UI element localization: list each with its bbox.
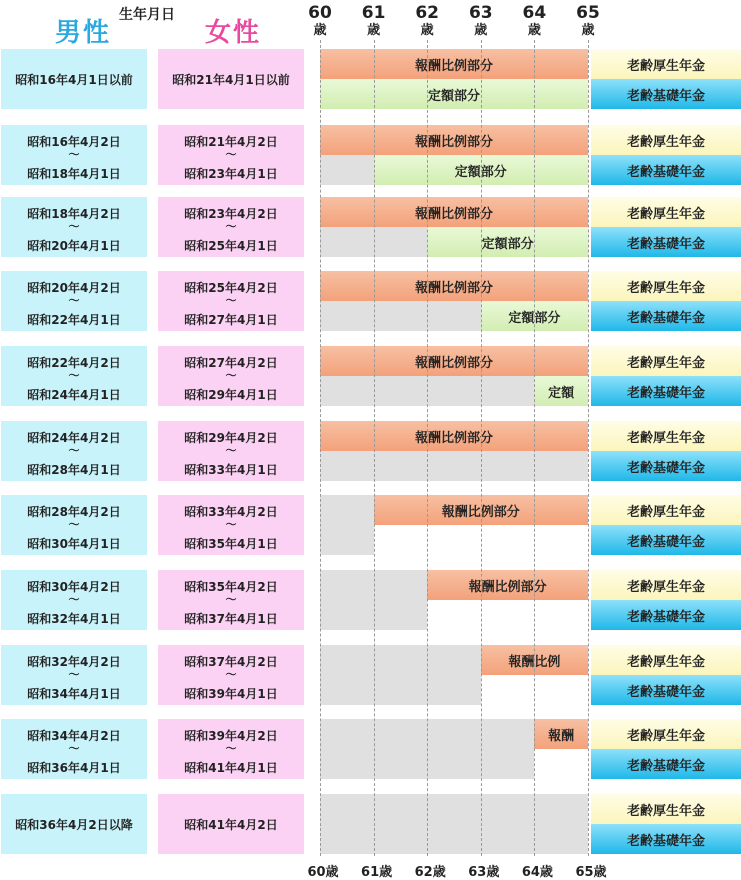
birthdate-cell-male [1, 495, 147, 555]
houshu-bar: 報酬比例部分 [320, 49, 588, 79]
birthdate-text: 昭和35年4月1日 [184, 537, 278, 551]
birthdate-cell-male [1, 346, 147, 406]
kosei-pension-bar: 老齢厚生年金 [591, 645, 741, 675]
houshu-bar: 報酬比例部分 [427, 570, 588, 600]
birthdate-cell-female [158, 49, 304, 109]
birthdate-cell-male [1, 49, 147, 109]
header-male: 男性 [55, 18, 112, 48]
birthdate-text: 昭和21年4月1日以前 [172, 73, 290, 87]
birthdate-cell-female [158, 197, 304, 257]
teigaku-bar: 定額 [534, 376, 588, 406]
kiso-pension-bar: 老齢基礎年金 [591, 675, 741, 705]
age-label-top [407, 4, 447, 39]
kiso-pension-bar: 老齢基礎年金 [591, 600, 741, 630]
birthdate-text: 昭和27年4月2日 [184, 356, 278, 370]
houshu-bar: 報酬 [534, 719, 588, 749]
birthdate-text: 昭和36年4月2日以降 [15, 818, 133, 832]
range-tilde: ～ [225, 294, 237, 307]
kiso-pension-bar: 老齢基礎年金 [591, 451, 741, 481]
birthdate-text: 昭和32年4月1日 [27, 612, 121, 626]
age-gridline [427, 40, 428, 856]
birthdate-text: 昭和41年4月2日 [184, 818, 278, 832]
houshu-bar: 報酬比例部分 [320, 271, 588, 301]
birthdate-text: 昭和33年4月1日 [184, 463, 278, 477]
age-number: 63 [468, 3, 493, 23]
birthdate-text: 昭和16年4月2日 [27, 135, 121, 149]
birthdate-cell-male [1, 197, 147, 257]
birthdate-text: 昭和16年4月1日以前 [15, 73, 133, 87]
birthdate-text: 昭和30年4月2日 [27, 580, 121, 594]
age-label-bottom: 61歳 [361, 865, 393, 880]
kiso-pension-bar: 老齢基礎年金 [591, 227, 741, 257]
kosei-pension-bar: 老齢厚生年金 [591, 570, 741, 600]
range-tilde: ～ [68, 294, 80, 307]
kosei-pension-bar: 老齢厚生年金 [591, 49, 741, 79]
birthdate-text: 昭和39年4月1日 [184, 687, 278, 701]
age-gridline [320, 40, 321, 856]
birthdate-cell-male [1, 645, 147, 705]
birthdate-text: 昭和18年4月2日 [27, 207, 121, 221]
range-tilde: ～ [225, 518, 237, 531]
header-birthdate: 生年月日 [119, 7, 175, 23]
birthdate-text: 昭和29年4月2日 [184, 431, 278, 445]
range-tilde: ～ [225, 444, 237, 457]
kosei-pension-bar: 老齢厚生年金 [591, 197, 741, 227]
birthdate-text: 昭和36年4月1日 [27, 761, 121, 775]
kosei-pension-bar: 老齢厚生年金 [591, 125, 741, 155]
birthdate-cell-male [1, 125, 147, 185]
age-number: 61 [361, 3, 386, 23]
birthdate-text: 昭和39年4月2日 [184, 729, 278, 743]
range-tilde: ～ [225, 369, 237, 382]
birthdate-text: 昭和23年4月2日 [184, 207, 278, 221]
kiso-pension-bar: 老齢基礎年金 [591, 79, 741, 109]
age-label-top [514, 4, 554, 39]
houshu-bar: 報酬比例部分 [320, 421, 588, 451]
empty-period [320, 794, 588, 854]
age-label-top [568, 4, 608, 39]
birthdate-text: 昭和37年4月2日 [184, 655, 278, 669]
kiso-pension-bar: 老齢基礎年金 [591, 376, 741, 406]
age-label-top [300, 4, 340, 39]
age-gridline [481, 40, 482, 856]
birthdate-text: 昭和25年4月1日 [184, 239, 278, 253]
birthdate-text: 昭和24年4月1日 [27, 388, 121, 402]
range-tilde: ～ [68, 220, 80, 233]
teigaku-bar: 定額部分 [320, 79, 588, 109]
birthdate-text: 昭和28年4月2日 [27, 505, 121, 519]
empty-period [320, 525, 374, 555]
kosei-pension-bar: 老齢厚生年金 [591, 719, 741, 749]
age-number: 64 [522, 3, 547, 23]
birthdate-cell-female [158, 125, 304, 185]
range-tilde: ～ [68, 518, 80, 531]
age-gridline [534, 40, 535, 856]
age-unit: 歳 [367, 23, 381, 38]
birthdate-cell-female [158, 570, 304, 630]
birthdate-text: 昭和22年4月2日 [27, 356, 121, 370]
birthdate-text: 昭和27年4月1日 [184, 313, 278, 327]
range-tilde: ～ [68, 593, 80, 606]
birthdate-text: 昭和21年4月2日 [184, 135, 278, 149]
birthdate-cell-male [1, 570, 147, 630]
houshu-bar: 報酬比例部分 [374, 495, 588, 525]
birthdate-text: 昭和24年4月2日 [27, 431, 121, 445]
empty-period [320, 495, 374, 525]
birthdate-text: 昭和18年4月1日 [27, 167, 121, 181]
range-tilde: ～ [225, 668, 237, 681]
birthdate-text: 昭和23年4月1日 [184, 167, 278, 181]
age-gridline [374, 40, 375, 856]
empty-period [320, 675, 481, 705]
kiso-pension-bar: 老齢基礎年金 [591, 525, 741, 555]
age-number: 65 [576, 3, 600, 23]
birthdate-text: 昭和22年4月1日 [27, 313, 121, 327]
kiso-pension-bar: 老齢基礎年金 [591, 301, 741, 331]
birthdate-text: 昭和34年4月2日 [27, 729, 121, 743]
houshu-bar: 報酬比例部分 [320, 125, 588, 155]
age-unit: 歳 [420, 23, 434, 38]
kosei-pension-bar: 老齢厚生年金 [591, 794, 741, 824]
birthdate-text: 昭和30年4月1日 [27, 537, 121, 551]
kiso-pension-bar: 老齢基礎年金 [591, 749, 741, 779]
birthdate-cell-female [158, 495, 304, 555]
age-label-top [461, 4, 501, 39]
age-label-bottom: 62歳 [414, 865, 446, 880]
birthdate-text: 昭和20年4月1日 [27, 239, 121, 253]
houshu-bar: 報酬比例部分 [320, 346, 588, 376]
kosei-pension-bar: 老齢厚生年金 [591, 495, 741, 525]
empty-period [320, 301, 481, 331]
birthdate-cell-male [1, 271, 147, 331]
birthdate-cell-female [158, 346, 304, 406]
age-unit: 歳 [527, 23, 541, 38]
birthdate-cell-female [158, 794, 304, 854]
age-label-bottom: 64歳 [521, 865, 553, 880]
age-label-bottom: 65歳 [575, 865, 607, 880]
teigaku-bar: 定額部分 [481, 301, 588, 331]
houshu-bar: 報酬比例部分 [320, 197, 588, 227]
kiso-pension-bar: 老齢基礎年金 [591, 155, 741, 185]
birthdate-cell-female [158, 719, 304, 779]
kosei-pension-bar: 老齢厚生年金 [591, 271, 741, 301]
birthdate-cell-male [1, 794, 147, 854]
birthdate-text: 昭和20年4月2日 [27, 281, 121, 295]
empty-period [320, 451, 588, 481]
age-label-bottom: 60歳 [307, 865, 339, 880]
age-gridline [588, 40, 589, 856]
age-unit: 歳 [581, 23, 595, 38]
birthdate-text: 昭和35年4月2日 [184, 580, 278, 594]
teigaku-bar: 定額部分 [427, 227, 588, 257]
header-female: 女性 [205, 18, 262, 48]
birthdate-cell-female [158, 421, 304, 481]
kosei-pension-bar: 老齢厚生年金 [591, 421, 741, 451]
kiso-pension-bar: 老齢基礎年金 [591, 824, 741, 854]
teigaku-bar: 定額部分 [374, 155, 588, 185]
birthdate-cell-female [158, 645, 304, 705]
empty-period [320, 645, 481, 675]
birthdate-text: 昭和34年4月1日 [27, 687, 121, 701]
range-tilde: ～ [68, 742, 80, 755]
birthdate-text: 昭和32年4月2日 [27, 655, 121, 669]
range-tilde: ～ [68, 148, 80, 161]
age-number: 62 [415, 3, 440, 23]
range-tilde: ～ [68, 444, 80, 457]
birthdate-text: 昭和29年4月1日 [184, 388, 278, 402]
houshu-bar: 報酬比例 [481, 645, 588, 675]
birthdate-text: 昭和33年4月2日 [184, 505, 278, 519]
birthdate-text: 昭和37年4月1日 [184, 612, 278, 626]
range-tilde: ～ [68, 369, 80, 382]
age-unit: 歳 [474, 23, 488, 38]
age-label-bottom: 63歳 [468, 865, 500, 880]
birthdate-text: 昭和25年4月2日 [184, 281, 278, 295]
range-tilde: ～ [225, 220, 237, 233]
range-tilde: ～ [225, 148, 237, 161]
birthdate-cell-male [1, 421, 147, 481]
age-number: 60 [308, 3, 332, 23]
birthdate-text: 昭和41年4月1日 [184, 761, 278, 775]
birthdate-text: 昭和28年4月1日 [27, 463, 121, 477]
range-tilde: ～ [225, 742, 237, 755]
birthdate-cell-female [158, 271, 304, 331]
age-label-top [354, 4, 394, 39]
birthdate-cell-male [1, 719, 147, 779]
empty-period [320, 155, 374, 185]
age-unit: 歳 [313, 23, 327, 38]
range-tilde: ～ [68, 668, 80, 681]
kosei-pension-bar: 老齢厚生年金 [591, 346, 741, 376]
range-tilde: ～ [225, 593, 237, 606]
